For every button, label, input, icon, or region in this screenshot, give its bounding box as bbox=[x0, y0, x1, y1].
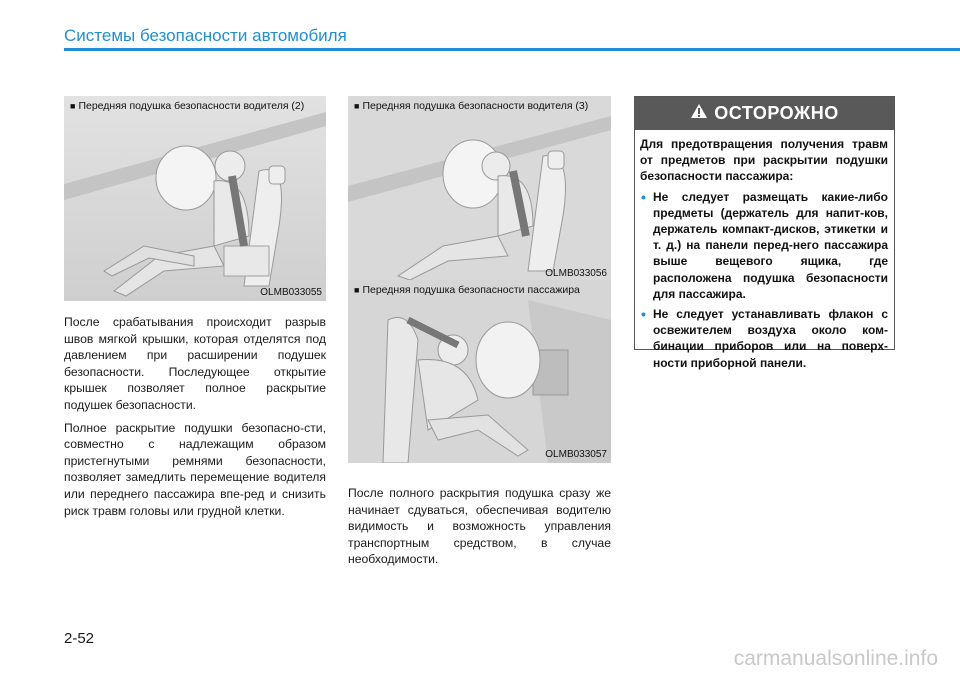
warning-triangle-icon bbox=[690, 103, 708, 124]
figure-caption bbox=[70, 100, 304, 112]
watermark: carmanualsonline.info bbox=[733, 647, 938, 670]
square-bullet-icon: ■ bbox=[354, 285, 360, 295]
illustration-driver-airbag-full bbox=[348, 96, 611, 280]
figure-caption-text: Передняя подушка безопасности водителя (3) bbox=[362, 100, 589, 112]
caution-title: ОСТОРОЖНО bbox=[714, 103, 839, 123]
column-2-text bbox=[348, 485, 611, 574]
illustration-passenger-airbag bbox=[348, 280, 611, 463]
paragraph: После срабатывания происходит разрыв швов мягкой крышки, которая отделятся под давлением при расширении подушек безопасности. Последующее открытие крышек позволяет полное раскрытие подушек безопасности. bbox=[64, 315, 326, 412]
figure-code: OLMB033056 bbox=[545, 268, 607, 279]
figure-code: OLMB033055 bbox=[260, 287, 322, 298]
caution-item bbox=[640, 306, 888, 371]
caution-item bbox=[640, 189, 888, 302]
paragraph: После полного раскрытия подушка сразу же начинает сдуваться, обеспечивая водителю видимость и возможность управления транспортным средством, в случае необходимости. bbox=[348, 486, 611, 567]
bullet-icon: • bbox=[641, 306, 646, 323]
column-1-text bbox=[64, 314, 326, 525]
caution-intro: Для предотвращения получения травм от предметов при раскрытии подушки безопасности пассажира: bbox=[640, 137, 888, 184]
caution-item-text: Не следует размещать какие-либо предметы (держатель для напит-ков, держатель компакт-дисков, этикетки и т. д.) на панели перед-него пассажира выше вещевого ящика, где расположена подушка безопасности для пассажира. bbox=[653, 189, 888, 301]
caution-body bbox=[635, 130, 894, 371]
square-bullet-icon: ■ bbox=[70, 101, 76, 111]
figure-driver-airbag-2 bbox=[64, 96, 326, 301]
caution-item-text: Не следует устанавливать флакон с освежителем воздуха около ком-бинации приборов или на поверх-ности приборной панели. bbox=[653, 307, 888, 370]
paragraph: Полное раскрытие подушки безопасно-сти, совместно с надлежащим образом пристегнутыми ремнями безопасности, позволяет замедлить перемещение водителя или переднего пассажира впе-ред и снизить риск травм головы или грудной клетки. bbox=[64, 420, 326, 518]
caution-box bbox=[634, 96, 895, 370]
caution-header bbox=[635, 97, 894, 130]
figure-caption bbox=[354, 284, 580, 296]
page-number: 2-52 bbox=[64, 630, 95, 647]
square-bullet-icon: ■ bbox=[354, 101, 360, 111]
figure-caption bbox=[354, 100, 588, 112]
figure-caption-text: Передняя подушка безопасности пассажира bbox=[362, 284, 580, 296]
figure-driver-airbag-3 bbox=[348, 96, 611, 280]
figure-code: OLMB033057 bbox=[545, 449, 607, 460]
illustration-driver-airbag-deploying bbox=[64, 96, 326, 301]
bullet-icon: • bbox=[641, 188, 646, 205]
section-title: Системы безопасности автомобиля bbox=[64, 26, 347, 45]
figure-passenger-airbag bbox=[348, 280, 611, 463]
figure-caption-text: Передняя подушка безопасности водителя (2) bbox=[78, 100, 305, 112]
header-rule bbox=[64, 48, 960, 51]
